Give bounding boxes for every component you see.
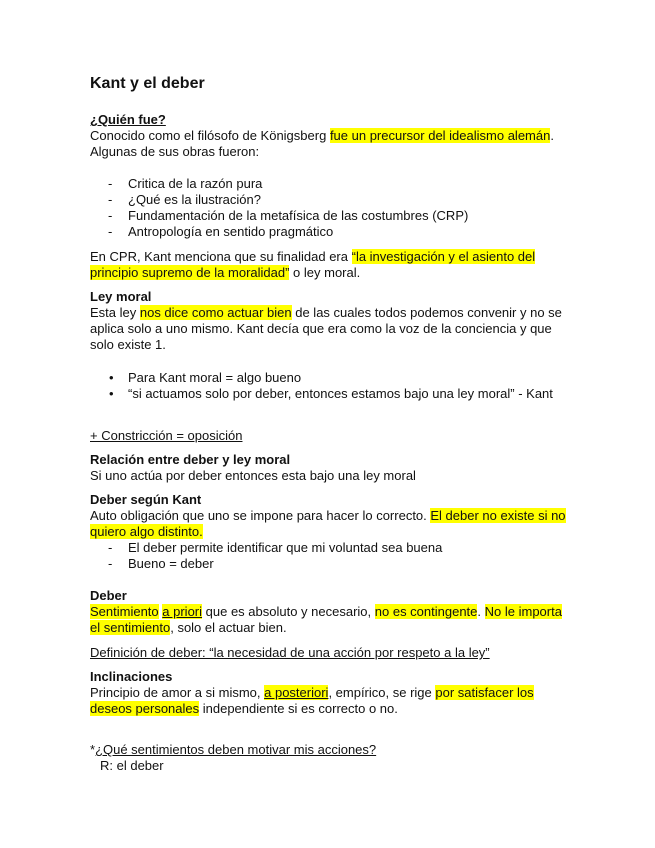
highlighted-text: El deber no existe si no bbox=[430, 508, 566, 523]
highlighted-text: a priori bbox=[162, 604, 203, 619]
document-title: Kant y el deber bbox=[90, 75, 205, 92]
paragraph: solo existe 1. bbox=[90, 337, 166, 352]
text-run: o ley moral. bbox=[289, 265, 361, 280]
deber-items bbox=[90, 540, 570, 572]
highlighted-text: no es contingente bbox=[374, 604, 478, 619]
text-run: En CPR, Kant menciona que su finalidad era bbox=[90, 249, 352, 264]
section-deber-segun-kant bbox=[90, 492, 570, 572]
question-block bbox=[90, 742, 570, 774]
list-item: - El deber permite identificar que mi voluntad sea buena bbox=[90, 540, 570, 556]
list-item: - ¿Qué es la ilustración? bbox=[90, 192, 570, 208]
highlighted-text: por satisfacer los bbox=[435, 685, 534, 700]
list-item: - Bueno = deber bbox=[90, 556, 570, 572]
list-item: • “si actuamos solo por deber, entonces estamos bajo una ley moral” - Kant bbox=[90, 386, 570, 402]
answer-text: R: el deber bbox=[100, 758, 164, 773]
list-item: - Antropología en sentido pragmático bbox=[90, 224, 570, 240]
highlighted-text: quiero algo distinto. bbox=[90, 524, 203, 539]
section-heading: Relación entre deber y ley moral bbox=[90, 452, 291, 467]
text-run: . bbox=[477, 604, 485, 619]
text-run: Auto obligación que uno se impone para hacer lo correcto. bbox=[90, 508, 431, 523]
section-ley-moral bbox=[90, 289, 570, 353]
highlighted-text: deseos personales bbox=[90, 701, 200, 716]
highlighted-text: fue un precursor del idealismo alemán bbox=[329, 128, 551, 143]
question-text: ¿Qué sentimientos deben motivar mis acciones? bbox=[95, 742, 377, 757]
list-item: - Fundamentación de la metafísica de las costumbres (CRP) bbox=[90, 208, 570, 224]
paragraph: aplica solo a uno mismo. Kant decía que era como la voz de la conciencia y que bbox=[90, 321, 552, 336]
highlighted-text: principio supremo de la moralidad” bbox=[90, 265, 290, 280]
paragraph: Si uno actúa por deber entonces esta bajo una ley moral bbox=[90, 468, 416, 483]
section-heading: Deber según Kant bbox=[90, 492, 202, 507]
ley-bullets bbox=[90, 370, 570, 402]
highlighted-text: nos dice como actuar bien bbox=[139, 305, 292, 320]
text-run: , empírico, se rige bbox=[328, 685, 436, 700]
list-item: - Critica de la razón pura bbox=[90, 176, 570, 192]
paragraph bbox=[90, 128, 570, 144]
works-list bbox=[90, 176, 570, 240]
section-quien-fue bbox=[90, 112, 570, 160]
section-heading: Inclinaciones bbox=[90, 669, 173, 684]
section-heading: Deber bbox=[90, 588, 127, 603]
text-run: Conocido como el filósofo de Königsberg bbox=[90, 128, 330, 143]
text-run: Esta ley bbox=[90, 305, 140, 320]
text-run: de las cuales todos podemos convenir y no se bbox=[291, 305, 562, 320]
constriccion-line: + Constricción = oposición bbox=[90, 428, 243, 443]
paragraph: Algunas de sus obras fueron: bbox=[90, 144, 260, 159]
section-deber bbox=[90, 588, 570, 636]
text-run: independiente si es correcto o no. bbox=[199, 701, 398, 716]
section-heading: Ley moral bbox=[90, 289, 152, 304]
definicion-line: Definición de deber: “la necesidad de una acción por respeto a la ley” bbox=[90, 645, 490, 660]
highlighted-text: Sentimiento bbox=[90, 604, 159, 619]
section-inclinaciones bbox=[90, 669, 570, 717]
cpr-paragraph bbox=[90, 249, 570, 281]
text-run: , solo el actuar bien. bbox=[170, 620, 287, 635]
asterisk: * bbox=[90, 742, 96, 757]
highlighted-text: “la investigación y el asiento del bbox=[351, 249, 536, 264]
highlighted-text: No le importa bbox=[484, 604, 562, 619]
highlighted-text: a posteriori bbox=[264, 685, 329, 700]
section-relacion bbox=[90, 452, 570, 484]
text-run: Principio de amor a si mismo, bbox=[90, 685, 265, 700]
text-run: . bbox=[550, 128, 554, 143]
section-heading: ¿Quién fue? bbox=[90, 112, 166, 127]
highlighted-text: el sentimiento bbox=[90, 620, 171, 635]
text-run: que es absoluto y necesario, bbox=[202, 604, 375, 619]
list-item: • Para Kant moral = algo bueno bbox=[90, 370, 570, 386]
